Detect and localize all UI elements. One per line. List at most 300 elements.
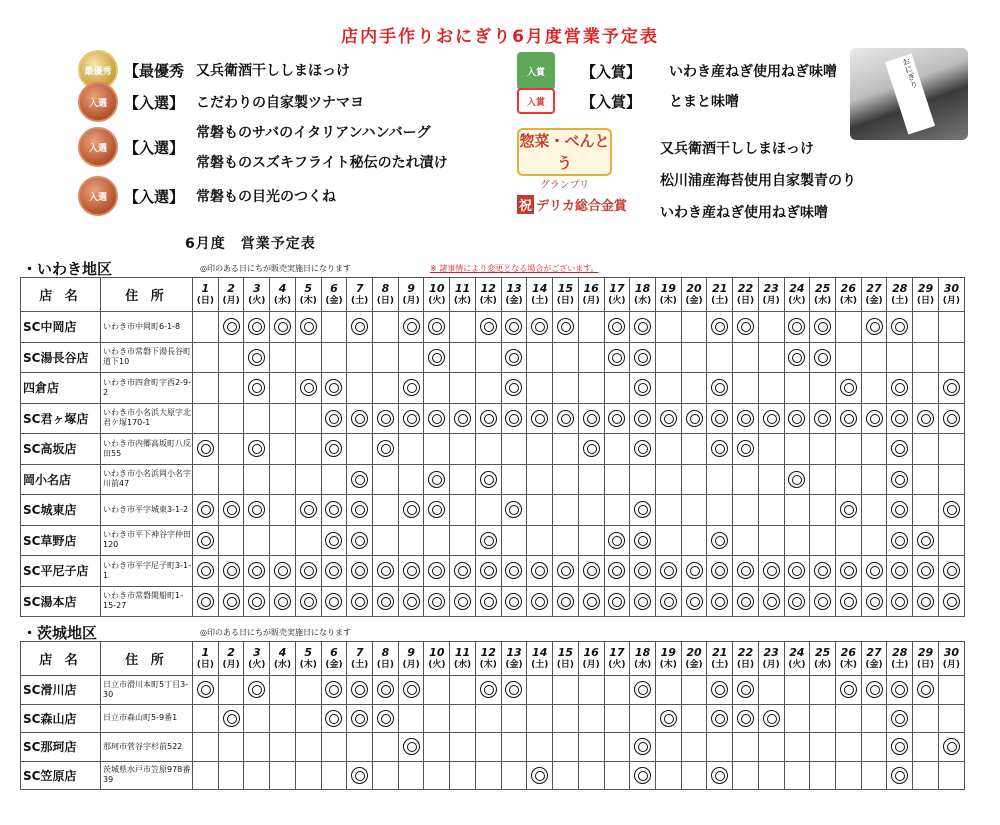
day-cell: [373, 464, 399, 495]
double-circle-icon: [505, 318, 522, 335]
day-cell: [938, 495, 964, 526]
double-circle-icon: [917, 532, 934, 549]
day-cell: [887, 434, 913, 465]
day-cell: [295, 761, 321, 790]
day-cell: [398, 342, 424, 373]
double-circle-icon: [711, 318, 728, 335]
double-circle-icon: [248, 501, 265, 518]
double-circle-icon: [428, 349, 445, 366]
day-cell: [450, 676, 476, 705]
day-cell: [938, 434, 964, 465]
store-name: 四倉店: [21, 373, 101, 404]
store-header: 店 名: [21, 278, 101, 312]
double-circle-icon: [325, 440, 342, 457]
day-cell: [321, 464, 347, 495]
day-cell: [861, 434, 887, 465]
day-cell: [321, 704, 347, 733]
day-cell: [244, 586, 270, 617]
day-cell: [938, 676, 964, 705]
double-circle-icon: [788, 471, 805, 488]
double-circle-icon: [634, 501, 651, 518]
store-address: いわき市平字城東3-1-2: [101, 495, 193, 526]
double-circle-icon: [840, 501, 857, 518]
day-cell: [218, 373, 244, 404]
day-cell: [630, 761, 656, 790]
day-cell: [681, 586, 707, 617]
day-cell: [784, 676, 810, 705]
day-cell: [835, 495, 861, 526]
day-header: 26 (木): [835, 278, 861, 312]
day-header: 11 (水): [450, 278, 476, 312]
day-cell: [244, 495, 270, 526]
store-name: SC滑川店: [21, 676, 101, 705]
day-cell: [733, 403, 759, 434]
day-header: 29 (日): [913, 278, 939, 312]
day-cell: [295, 342, 321, 373]
day-cell: [398, 556, 424, 587]
award-badge-icon: 入賞: [517, 52, 555, 90]
day-cell: [758, 704, 784, 733]
day-header: 1 (日): [193, 278, 219, 312]
day-header: 22 (日): [733, 642, 759, 676]
day-cell: [450, 495, 476, 526]
day-cell: [553, 704, 579, 733]
day-cell: [655, 403, 681, 434]
day-cell: [578, 704, 604, 733]
day-cell: [655, 733, 681, 762]
day-cell: [578, 342, 604, 373]
double-circle-icon: [248, 379, 265, 396]
day-cell: [450, 556, 476, 587]
award-row-3: [78, 122, 448, 172]
day-cell: [733, 312, 759, 343]
day-cell: [655, 761, 681, 790]
double-circle-icon: [943, 379, 960, 396]
double-circle-icon: [197, 593, 214, 610]
award-row-2: [78, 82, 364, 122]
day-cell: [501, 586, 527, 617]
double-circle-icon: [634, 349, 651, 366]
day-cell: [707, 434, 733, 465]
festival-subtitle: グランプリ: [539, 180, 590, 191]
day-cell: [501, 556, 527, 587]
day-cell: [861, 676, 887, 705]
double-circle-icon: [711, 681, 728, 698]
day-cell: [938, 733, 964, 762]
day-header: 18 (水): [630, 278, 656, 312]
store-address: いわき市常磐下湯長谷町道下10: [101, 342, 193, 373]
double-circle-icon: [583, 440, 600, 457]
day-cell: [707, 704, 733, 733]
day-cell: [758, 761, 784, 790]
day-cell: [450, 586, 476, 617]
day-cell: [450, 704, 476, 733]
double-circle-icon: [737, 440, 754, 457]
day-cell: [450, 464, 476, 495]
double-circle-icon: [866, 593, 883, 610]
double-circle-icon: [480, 681, 497, 698]
double-circle-icon: [403, 318, 420, 335]
day-cell: [193, 676, 219, 705]
award-label: 【入選】: [124, 93, 185, 112]
bronze-medal-icon: 入選: [78, 176, 118, 216]
double-circle-icon: [943, 562, 960, 579]
day-cell: [913, 495, 939, 526]
day-cell: [398, 676, 424, 705]
day-cell: [758, 403, 784, 434]
double-circle-icon: [891, 738, 908, 755]
table-row: [21, 373, 965, 404]
day-cell: [347, 556, 373, 587]
iwaki-note: ◎印のある日にちが販売実施日になります: [200, 264, 351, 273]
double-circle-icon: [223, 318, 240, 335]
day-cell: [373, 434, 399, 465]
day-cell: [501, 464, 527, 495]
day-cell: [218, 704, 244, 733]
day-cell: [887, 733, 913, 762]
day-cell: [527, 342, 553, 373]
day-cell: [295, 434, 321, 465]
day-cell: [758, 464, 784, 495]
day-cell: [270, 312, 296, 343]
day-cell: [861, 373, 887, 404]
day-cell: [810, 676, 836, 705]
day-cell: [655, 312, 681, 343]
double-circle-icon: [377, 710, 394, 727]
day-cell: [835, 761, 861, 790]
double-circle-icon: [274, 562, 291, 579]
day-cell: [244, 434, 270, 465]
day-cell: [373, 586, 399, 617]
day-cell: [578, 312, 604, 343]
double-circle-icon: [814, 318, 831, 335]
day-cell: [835, 434, 861, 465]
bronze-medal-icon: 入選: [78, 127, 118, 167]
day-cell: [321, 556, 347, 587]
double-circle-icon: [608, 318, 625, 335]
day-cell: [938, 464, 964, 495]
day-header: 19 (木): [655, 278, 681, 312]
day-header: 5 (木): [295, 642, 321, 676]
double-circle-icon: [325, 410, 342, 427]
double-circle-icon: [840, 562, 857, 579]
double-circle-icon: [737, 410, 754, 427]
double-circle-icon: [840, 681, 857, 698]
day-header: 7 (土): [347, 278, 373, 312]
day-cell: [707, 464, 733, 495]
day-cell: [835, 586, 861, 617]
day-cell: [810, 495, 836, 526]
store-address: いわき市内郷高坂町八反田55: [101, 434, 193, 465]
award-badge-icon: 入賞: [517, 88, 555, 114]
gold-medal-icon: 最優秀: [78, 50, 118, 90]
day-cell: [424, 704, 450, 733]
day-header: 8 (日): [373, 642, 399, 676]
day-cell: [913, 434, 939, 465]
day-cell: [913, 373, 939, 404]
day-cell: [784, 704, 810, 733]
day-cell: [475, 556, 501, 587]
double-circle-icon: [223, 501, 240, 518]
main-title: 店内手作りおにぎり6月度営業予定表: [341, 27, 659, 47]
double-circle-icon: [300, 379, 317, 396]
double-circle-icon: [634, 681, 651, 698]
store-address: いわき市平下神谷字仲田120: [101, 525, 193, 556]
day-cell: [295, 525, 321, 556]
day-cell: [887, 403, 913, 434]
day-header: 25 (水): [810, 278, 836, 312]
day-cell: [373, 312, 399, 343]
award-item: いわき産ねぎ使用ねぎ味噌: [669, 64, 838, 80]
day-cell: [733, 495, 759, 526]
double-circle-icon: [325, 593, 342, 610]
day-cell: [398, 403, 424, 434]
double-circle-icon: [377, 440, 394, 457]
double-circle-icon: [480, 410, 497, 427]
day-cell: [604, 434, 630, 465]
day-cell: [295, 373, 321, 404]
double-circle-icon: [866, 562, 883, 579]
bronze-medal-icon: 入選: [78, 82, 118, 122]
double-circle-icon: [583, 562, 600, 579]
day-cell: [218, 556, 244, 587]
day-cell: [861, 312, 887, 343]
store-address: 茨城県水戸市笠原978番39: [101, 761, 193, 790]
double-circle-icon: [891, 471, 908, 488]
store-name: SC城東店: [21, 495, 101, 526]
table-row: [21, 403, 965, 434]
day-cell: [398, 704, 424, 733]
double-circle-icon: [686, 410, 703, 427]
day-cell: [424, 464, 450, 495]
double-circle-icon: [531, 562, 548, 579]
day-cell: [424, 733, 450, 762]
double-circle-icon: [197, 681, 214, 698]
double-circle-icon: [351, 410, 368, 427]
day-cell: [321, 676, 347, 705]
day-cell: [193, 464, 219, 495]
day-header: 29 (日): [913, 642, 939, 676]
day-cell: [784, 495, 810, 526]
day-header: 21 (土): [707, 642, 733, 676]
day-cell: [424, 556, 450, 587]
day-cell: [193, 403, 219, 434]
double-circle-icon: [891, 410, 908, 427]
double-circle-icon: [840, 379, 857, 396]
double-circle-icon: [608, 562, 625, 579]
double-circle-icon: [351, 532, 368, 549]
day-cell: [475, 525, 501, 556]
day-cell: [527, 403, 553, 434]
day-cell: [810, 434, 836, 465]
day-cell: [527, 586, 553, 617]
day-cell: [707, 342, 733, 373]
day-cell: [604, 342, 630, 373]
day-cell: [450, 733, 476, 762]
day-cell: [527, 676, 553, 705]
day-cell: [270, 403, 296, 434]
double-circle-icon: [454, 562, 471, 579]
double-circle-icon: [660, 710, 677, 727]
day-cell: [913, 704, 939, 733]
day-cell: [810, 556, 836, 587]
day-cell: [655, 586, 681, 617]
double-circle-icon: [377, 562, 394, 579]
day-cell: [501, 733, 527, 762]
double-circle-icon: [274, 593, 291, 610]
day-cell: [681, 312, 707, 343]
day-header: 2 (月): [218, 642, 244, 676]
day-cell: [681, 676, 707, 705]
day-cell: [604, 495, 630, 526]
day-cell: [475, 761, 501, 790]
double-circle-icon: [505, 379, 522, 396]
double-circle-icon: [505, 681, 522, 698]
day-cell: [604, 464, 630, 495]
award-label: 【入選】: [124, 138, 185, 157]
day-cell: [501, 676, 527, 705]
day-cell: [193, 342, 219, 373]
day-cell: [295, 464, 321, 495]
day-cell: [630, 342, 656, 373]
double-circle-icon: [300, 501, 317, 518]
day-header: 30 (月): [938, 278, 964, 312]
day-cell: [424, 434, 450, 465]
day-cell: [938, 761, 964, 790]
address-header: 住 所: [101, 642, 193, 676]
day-cell: [553, 495, 579, 526]
day-cell: [810, 342, 836, 373]
day-cell: [758, 556, 784, 587]
day-cell: [578, 676, 604, 705]
day-cell: [835, 556, 861, 587]
day-cell: [501, 373, 527, 404]
double-circle-icon: [403, 501, 420, 518]
day-cell: [733, 464, 759, 495]
day-cell: [270, 525, 296, 556]
double-circle-icon: [325, 532, 342, 549]
day-cell: [887, 676, 913, 705]
day-cell: [733, 704, 759, 733]
day-cell: [887, 704, 913, 733]
day-cell: [244, 525, 270, 556]
table-row: [21, 464, 965, 495]
store-name: 岡小名店: [21, 464, 101, 495]
day-cell: [244, 373, 270, 404]
day-cell: [270, 342, 296, 373]
day-cell: [347, 733, 373, 762]
day-header: 1 (日): [193, 642, 219, 676]
day-header: 6 (金): [321, 278, 347, 312]
day-cell: [578, 761, 604, 790]
day-cell: [784, 556, 810, 587]
day-cell: [604, 733, 630, 762]
day-cell: [424, 403, 450, 434]
double-circle-icon: [608, 593, 625, 610]
double-circle-icon: [428, 501, 445, 518]
day-cell: [475, 403, 501, 434]
day-cell: [527, 464, 553, 495]
day-cell: [475, 676, 501, 705]
day-cell: [784, 373, 810, 404]
day-cell: [193, 704, 219, 733]
day-cell: [630, 373, 656, 404]
award-right-1: [517, 52, 837, 90]
day-cell: [655, 373, 681, 404]
day-cell: [321, 525, 347, 556]
award-item: 常磐ものスズキフライト秘伝のたれ漬け: [196, 155, 448, 171]
day-cell: [681, 464, 707, 495]
double-circle-icon: [788, 562, 805, 579]
double-circle-icon: [428, 410, 445, 427]
day-cell: [784, 434, 810, 465]
double-circle-icon: [763, 710, 780, 727]
double-circle-icon: [840, 410, 857, 427]
day-cell: [655, 434, 681, 465]
award-label: 【入選】: [124, 187, 185, 206]
day-cell: [475, 464, 501, 495]
store-address: いわき市中岡町6-1-8: [101, 312, 193, 343]
double-circle-icon: [403, 681, 420, 698]
double-circle-icon: [814, 410, 831, 427]
double-circle-icon: [351, 593, 368, 610]
double-circle-icon: [454, 410, 471, 427]
store-name: SC中岡店: [21, 312, 101, 343]
day-cell: [347, 586, 373, 617]
day-cell: [655, 342, 681, 373]
day-cell: [193, 525, 219, 556]
day-cell: [913, 525, 939, 556]
double-circle-icon: [351, 471, 368, 488]
double-circle-icon: [660, 562, 677, 579]
store-name: SC平尼子店: [21, 556, 101, 587]
day-cell: [218, 434, 244, 465]
double-circle-icon: [403, 593, 420, 610]
table-row: [21, 525, 965, 556]
day-cell: [553, 403, 579, 434]
day-cell: [321, 761, 347, 790]
day-cell: [887, 586, 913, 617]
day-cell: [347, 495, 373, 526]
day-cell: [475, 373, 501, 404]
day-cell: [784, 403, 810, 434]
double-circle-icon: [737, 681, 754, 698]
double-circle-icon: [248, 681, 265, 698]
day-header: 16 (月): [578, 642, 604, 676]
day-cell: [450, 342, 476, 373]
day-cell: [373, 403, 399, 434]
address-header: 住 所: [101, 278, 193, 312]
day-cell: [553, 373, 579, 404]
day-cell: [501, 495, 527, 526]
store-name: SC森山店: [21, 704, 101, 733]
day-cell: [553, 434, 579, 465]
double-circle-icon: [351, 681, 368, 698]
double-circle-icon: [505, 349, 522, 366]
day-cell: [938, 704, 964, 733]
day-cell: [244, 676, 270, 705]
day-header: 3 (火): [244, 642, 270, 676]
day-cell: [347, 373, 373, 404]
day-cell: [630, 403, 656, 434]
day-cell: [373, 525, 399, 556]
store-address: いわき市平字尼子町3-1-1: [101, 556, 193, 587]
day-cell: [707, 373, 733, 404]
day-cell: [398, 464, 424, 495]
double-circle-icon: [480, 593, 497, 610]
double-circle-icon: [634, 562, 651, 579]
day-cell: [733, 342, 759, 373]
